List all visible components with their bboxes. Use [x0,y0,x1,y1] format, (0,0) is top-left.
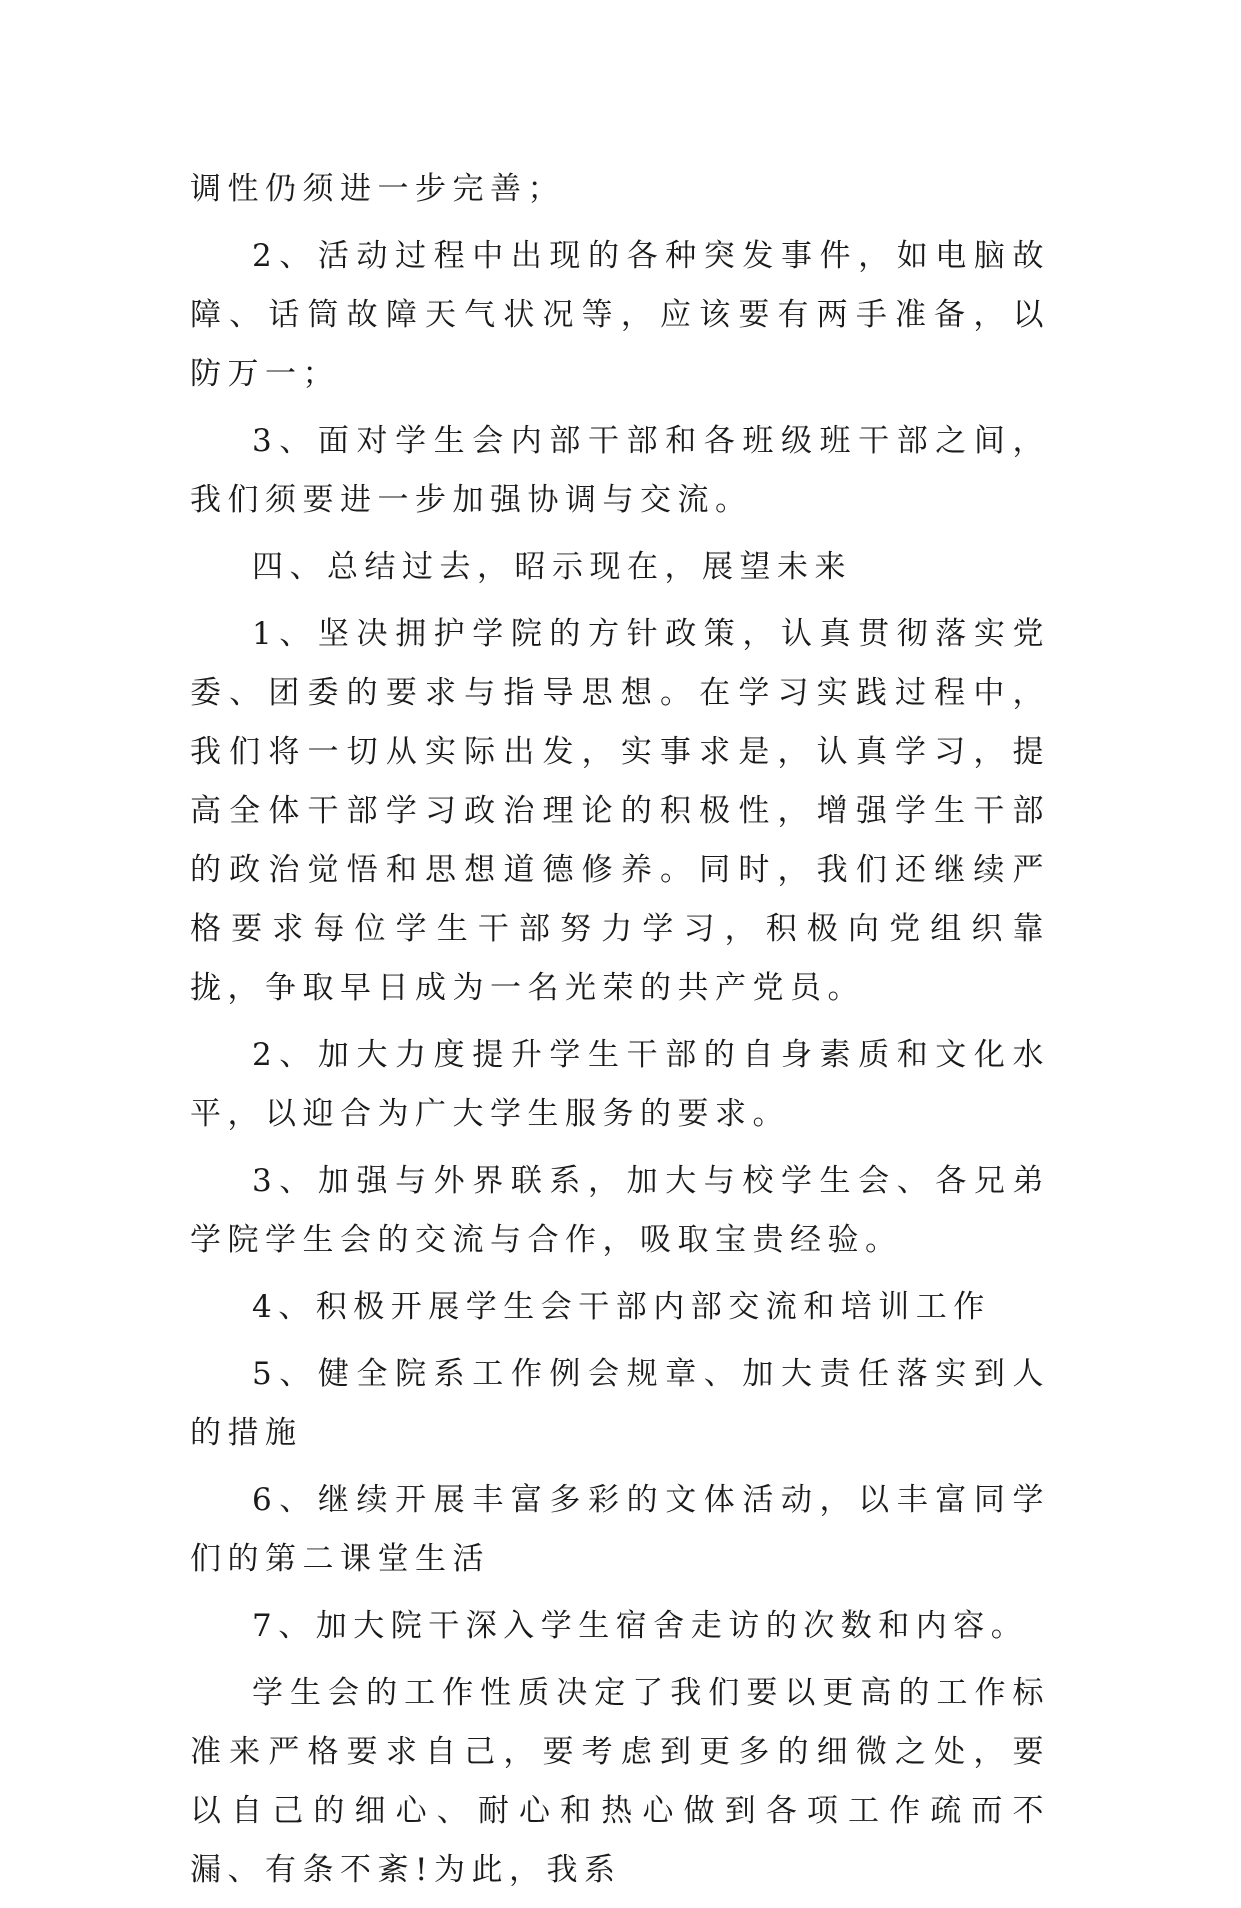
section-heading: 四、总结过去，昭示现在，展望未来 [252,549,852,585]
paragraph-9: 5、健全院系工作例会规章、加大责任落实到人的措施 [190,1356,1050,1451]
paragraph-6: 2、加大力度提升学生干部的自身素质和文化水平，以迎合为广大学生服务的要求。 [190,1037,1050,1132]
paragraph-1: 调性仍须进一步完善； [190,171,565,207]
paragraph-5: 1、坚决拥护学院的方针政策，认真贯彻落实党委、团委的要求与指导思想。在学习实践过程中，我们将一切从实际出发，实事求是，认真学习，提高全体干部学习政治理论的积极性，增强学生干部的政治觉悟和思想道德修养。同时，我们还继续严格要求每位学生干部努力学习，积极向党组织靠拢，争取早日成为一名光荣的共产党员。 [190,616,1050,1006]
paragraph-7: 3、加强与外界联系，加大与校学生会、各兄弟学院学生会的交流与合作，吸取宝贵经验。 [190,1163,1050,1258]
paragraph-10: 6、继续开展丰富多彩的文体活动，以丰富同学们的第二课堂生活 [190,1482,1050,1577]
paragraph-8: 4、积极开展学生会干部内部交流和培训工作 [252,1289,991,1325]
paragraph-11: 7、加大院干深入学生宿舍走访的次数和内容。 [252,1608,1029,1644]
paragraph-12: 学生会的工作性质决定了我们要以更高的工作标准来严格要求自己，要考虑到更多的细微之处，要以自己的细心、耐心和热心做到各项工作疏而不漏、有条不紊!为此，我系 [190,1675,1050,1888]
document-page [190,160,1050,1908]
paragraph-2: 2、活动过程中出现的各种突发事件，如电脑故障、话筒故障天气状况等，应该要有两手准备，以防万一； [190,238,1050,392]
paragraph-3: 3、面对学生会内部干部和各班级班干部之间，我们须要进一步加强协调与交流。 [190,423,1050,518]
